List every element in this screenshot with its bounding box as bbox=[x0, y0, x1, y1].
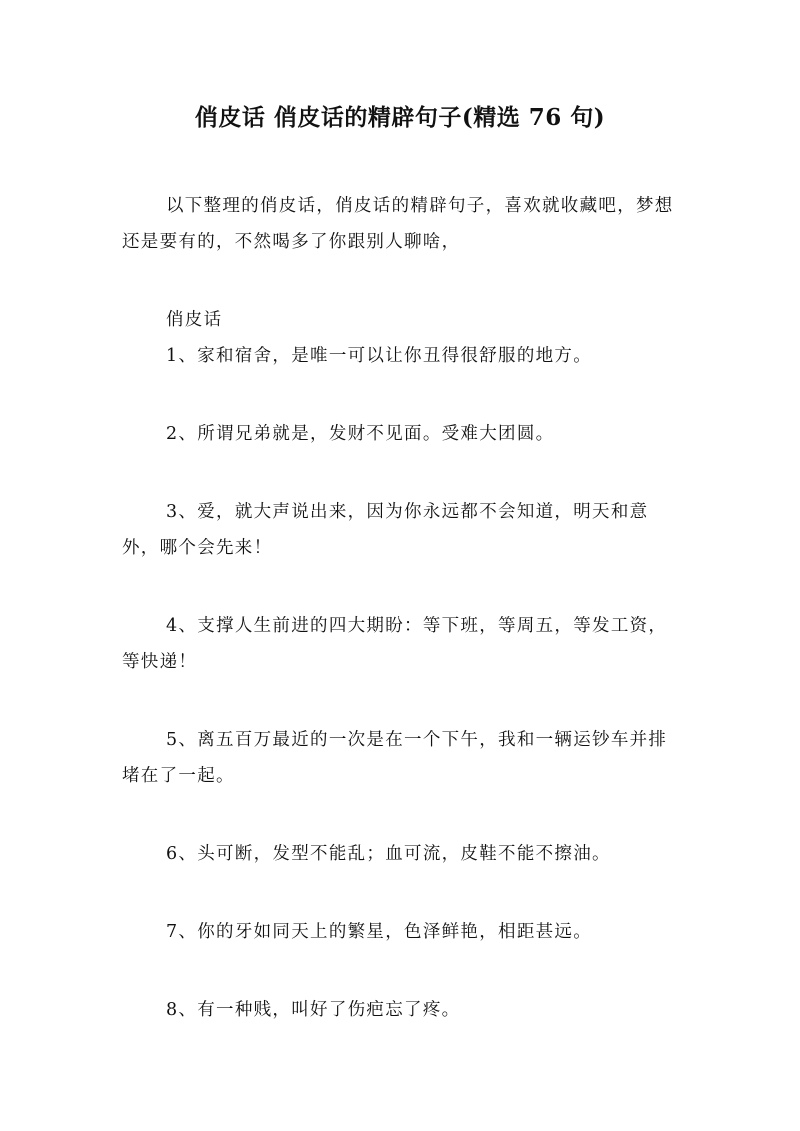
list-item: 2、所谓兄弟就是，发财不见面。受难大团圆。 bbox=[166, 424, 555, 444]
list-item: 5、离五百万最近的一次是在一个下午，我和一辆运钞车并排堵在了一起。 bbox=[122, 730, 668, 786]
section-heading: 俏皮话 bbox=[166, 310, 223, 330]
section-heading-block bbox=[122, 302, 682, 338]
list-item: 3、爱，就大声说出来，因为你永远都不会知道，明天和意外，哪个会先来！ bbox=[122, 502, 649, 558]
items-list bbox=[122, 338, 682, 1070]
intro-block bbox=[122, 188, 682, 260]
list-item: 7、你的牙如同天上的繁星，色泽鲜艳，相距甚远。 bbox=[166, 922, 593, 942]
list-item: 1、家和宿舍，是唯一可以让你丑得很舒服的地方。 bbox=[166, 346, 593, 366]
intro-paragraph: 以下整理的俏皮话，俏皮话的精辟句子，喜欢就收藏吧，梦想还是要有的，不然喝多了你跟别人聊啥， bbox=[122, 196, 674, 252]
list-item: 4、支撑人生前进的四大期盼：等下班，等周五，等发工资，等快递！ bbox=[122, 616, 668, 672]
document-title: 俏皮话 俏皮话的精辟句子(精选 76 句) bbox=[194, 104, 606, 131]
list-item: 6、头可断，发型不能乱；血可流，皮鞋不能不擦油。 bbox=[166, 844, 611, 864]
list-item: 8、有一种贱，叫好了伤疤忘了疼。 bbox=[166, 1000, 461, 1020]
